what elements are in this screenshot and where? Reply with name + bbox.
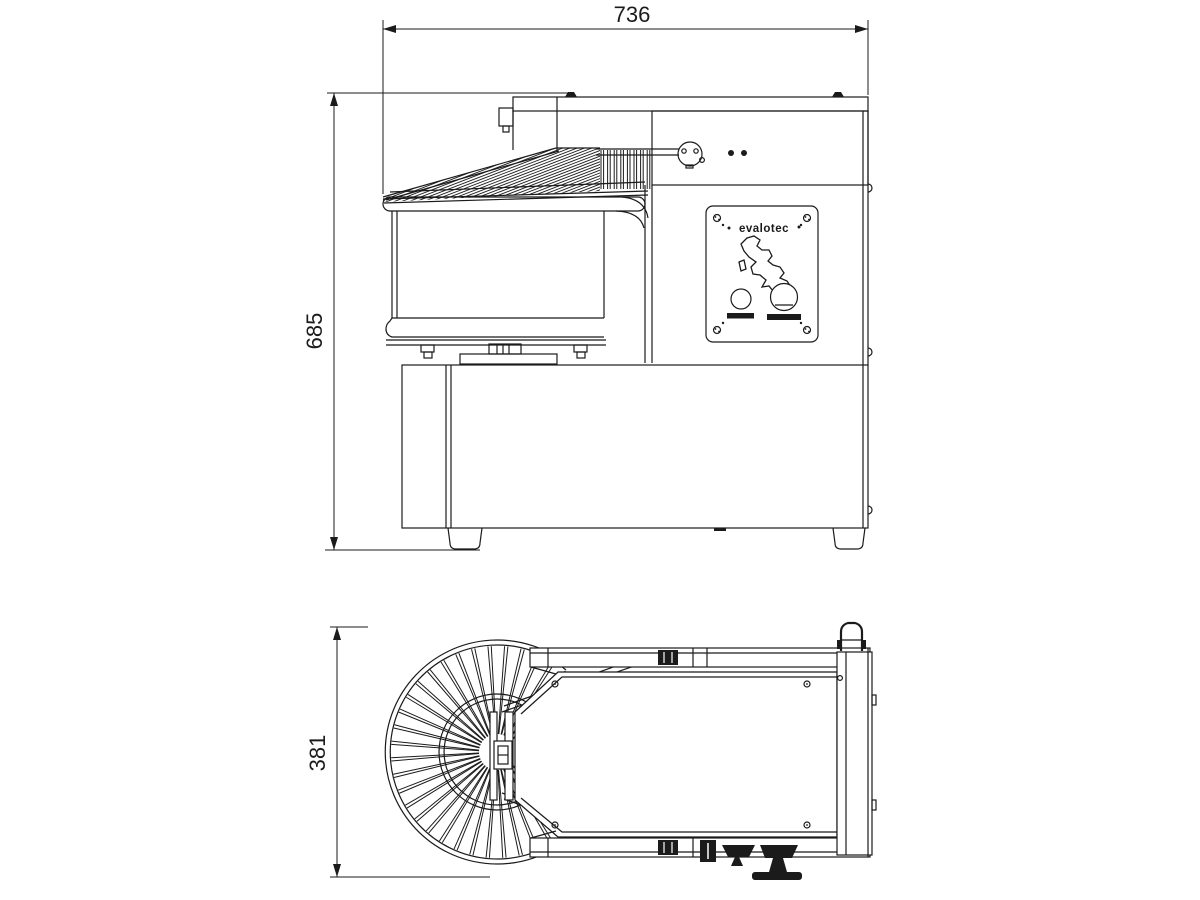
machine-base bbox=[402, 365, 872, 549]
hinge-pin-icon bbox=[832, 92, 844, 97]
logo-deco-dot-icon bbox=[798, 226, 801, 229]
dimension-height-685 bbox=[302, 93, 571, 550]
power-knob-icon bbox=[727, 289, 754, 319]
head-cover-plate bbox=[515, 672, 837, 837]
panel-screw-icon bbox=[714, 215, 725, 227]
dimension-width-736 bbox=[383, 2, 868, 194]
top-rail bbox=[530, 648, 870, 674]
panel-screw-icon bbox=[800, 322, 811, 334]
dim-arrow-down-icon bbox=[333, 864, 341, 877]
bowl-support bbox=[421, 344, 587, 364]
mixer-head bbox=[499, 92, 868, 528]
dim-depth-label: 381 bbox=[305, 734, 330, 772]
dim-arrow-right-icon bbox=[855, 25, 868, 33]
dim-height-label: 685 bbox=[302, 312, 327, 350]
dimension-depth-381 bbox=[305, 627, 490, 877]
rail-clamp-block bbox=[658, 840, 678, 855]
panel-screw-icon bbox=[800, 215, 811, 227]
side-tab-icon bbox=[872, 695, 876, 705]
rail-clamp-block bbox=[658, 650, 678, 665]
foot-icon bbox=[448, 528, 482, 549]
side-view bbox=[302, 2, 872, 550]
bowl-lock-knob-icon bbox=[678, 142, 704, 168]
indicator-dot-icon bbox=[741, 150, 747, 156]
dim-arrow-down-icon bbox=[330, 537, 338, 550]
corner-knob-icon bbox=[837, 623, 866, 651]
brand-logo-text: evalotec bbox=[738, 223, 790, 235]
control-panel bbox=[706, 206, 818, 342]
panel-screw-icon bbox=[714, 322, 725, 334]
foot-icon bbox=[833, 528, 865, 549]
dim-arrow-left-icon bbox=[383, 25, 396, 33]
dim-arrow-up-icon bbox=[330, 93, 338, 106]
dim-width-label: 736 bbox=[613, 2, 651, 27]
side-tab-icon bbox=[872, 800, 876, 810]
mixing-bowl bbox=[383, 197, 648, 364]
logo-deco-dot-icon bbox=[728, 227, 731, 230]
lid-clip bbox=[499, 108, 513, 126]
top-view bbox=[305, 623, 876, 880]
right-end-panel bbox=[837, 623, 876, 857]
drive-brackets bbox=[700, 840, 802, 880]
dim-arrow-up-icon bbox=[333, 627, 341, 640]
indicator-dot-icon bbox=[728, 150, 734, 156]
guard-center-hub bbox=[490, 712, 513, 800]
